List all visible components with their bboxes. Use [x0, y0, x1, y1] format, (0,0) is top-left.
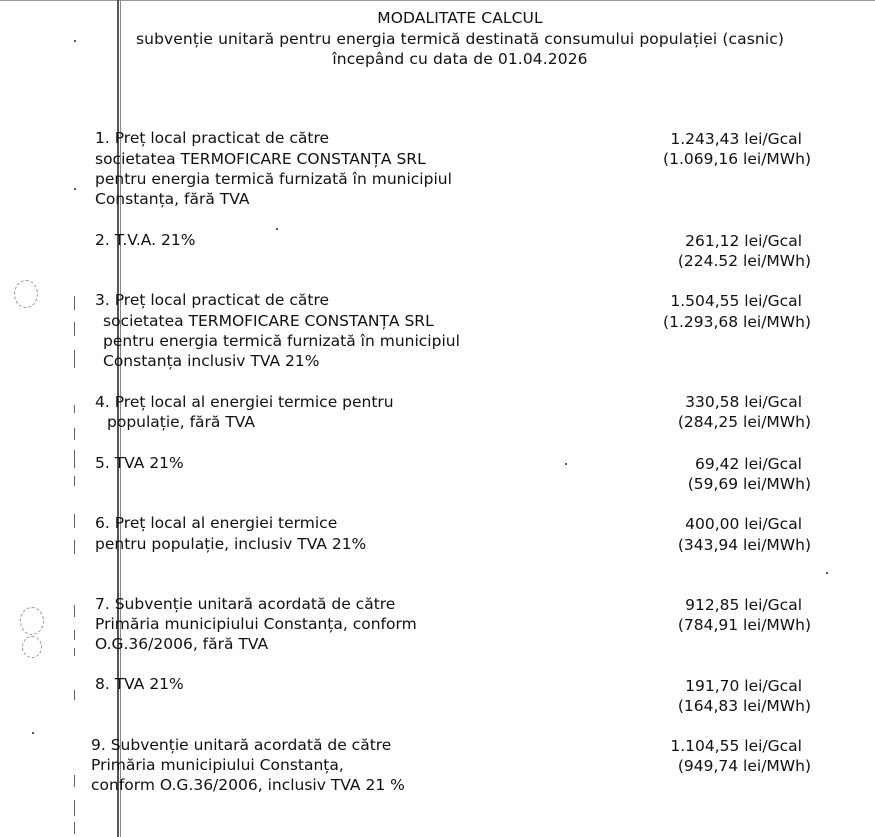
item-text-line: 1. Preț local practicat de către [95, 129, 330, 147]
margin-tick [74, 775, 75, 787]
value-mwh: (1.293,68 lei/MWh) [663, 313, 811, 331]
margin-tick [74, 540, 75, 554]
scan-speck [74, 188, 76, 190]
item-text-line: pentru energia termică furnizată în municipiul [103, 332, 460, 350]
document-title: MODALITATE CALCUL [377, 9, 543, 27]
scan-speck [32, 732, 34, 734]
scan-speck [826, 572, 828, 574]
punch-hole-mark [22, 636, 42, 658]
item-text-line: Primăria municipiului Constanța, conform [95, 615, 417, 633]
item-text-line: 7. Subvenție unitară acordată de către [95, 595, 396, 613]
item-text-line: conform O.G.36/2006, inclusiv TVA 21 % [91, 776, 405, 794]
value-mwh: (284,25 lei/MWh) [677, 413, 811, 431]
margin-tick [74, 648, 75, 656]
margin-tick [74, 690, 75, 700]
item-text-line: pentru populație, inclusiv TVA 21% [95, 535, 367, 553]
document-subtitle: subvenție unitară pentru energia termică destinată consumului populației (casnic) [135, 30, 785, 48]
item-text-line: societatea TERMOFICARE CONSTANȚA SRL [95, 150, 426, 168]
value-mwh: (164,83 lei/MWh) [677, 697, 811, 715]
item-text-line: 5. TVA 21% [95, 454, 184, 472]
margin-tick [74, 514, 75, 528]
value-gcal: 261,12 lei/Gcal [685, 232, 802, 250]
item-text-line: 4. Preț local al energiei termice pentru [95, 393, 394, 411]
punch-hole-mark [20, 607, 44, 635]
value-gcal: 330,58 lei/Gcal [685, 393, 802, 411]
margin-tick [74, 800, 75, 816]
item-text-line: Constanța, fără TVA [95, 190, 250, 208]
value-gcal: 400,00 lei/Gcal [685, 515, 802, 533]
scan-edge-line [0, 0, 875, 1]
item-text-line: 8. TVA 21% [95, 675, 184, 693]
item-text-line: Primăria municipiului Constanța, [91, 756, 344, 774]
scan-speck [74, 40, 76, 42]
item-text-line: 9. Subvenție unitară acordată de către [91, 736, 392, 754]
item-text-line: O.G.36/2006, fără TVA [95, 635, 269, 653]
value-mwh: (949,74 lei/MWh) [677, 757, 811, 775]
item-text-line: societatea TERMOFICARE CONSTANȚA SRL [103, 312, 434, 330]
margin-tick [74, 296, 75, 310]
margin-tick [74, 476, 75, 486]
margin-tick [74, 822, 75, 834]
item-text-line: Constanța inclusiv TVA 21% [103, 352, 320, 370]
value-mwh: (59,69 lei/MWh) [687, 475, 811, 493]
punch-hole-mark [14, 280, 38, 308]
value-gcal: 191,70 lei/Gcal [685, 677, 802, 695]
item-text-line: populație, fără TVA [107, 413, 255, 431]
scan-speck [276, 228, 278, 230]
value-gcal: 1.504,55 lei/Gcal [670, 292, 802, 310]
margin-tick [74, 350, 75, 368]
value-gcal: 1.104,55 lei/Gcal [670, 737, 802, 755]
document-date-line: începând cu data de 01.04.2026 [332, 50, 588, 68]
value-mwh: (1.069,16 lei/MWh) [663, 150, 811, 168]
value-mwh: (784,91 lei/MWh) [677, 616, 811, 634]
scan-speck [565, 463, 567, 465]
value-mwh: (224.52 lei/MWh) [677, 252, 811, 270]
margin-tick [74, 405, 75, 413]
value-mwh: (343,94 lei/MWh) [677, 536, 811, 554]
item-text-line: 6. Preț local al energiei termice [95, 514, 338, 532]
value-gcal: 912,85 lei/Gcal [685, 596, 802, 614]
item-text-line: pentru energia termică furnizată în municipiul [95, 170, 452, 188]
item-text-line: 2. T.V.A. 21% [95, 231, 196, 249]
margin-tick [74, 630, 75, 640]
margin-tick [74, 450, 75, 468]
value-gcal: 69,42 lei/Gcal [694, 455, 802, 473]
margin-tick [74, 322, 75, 336]
value-gcal: 1.243,43 lei/Gcal [670, 130, 802, 148]
margin-tick [74, 605, 75, 617]
margin-tick [74, 428, 75, 440]
item-text-line: 3. Preț local practicat de către [95, 291, 330, 309]
